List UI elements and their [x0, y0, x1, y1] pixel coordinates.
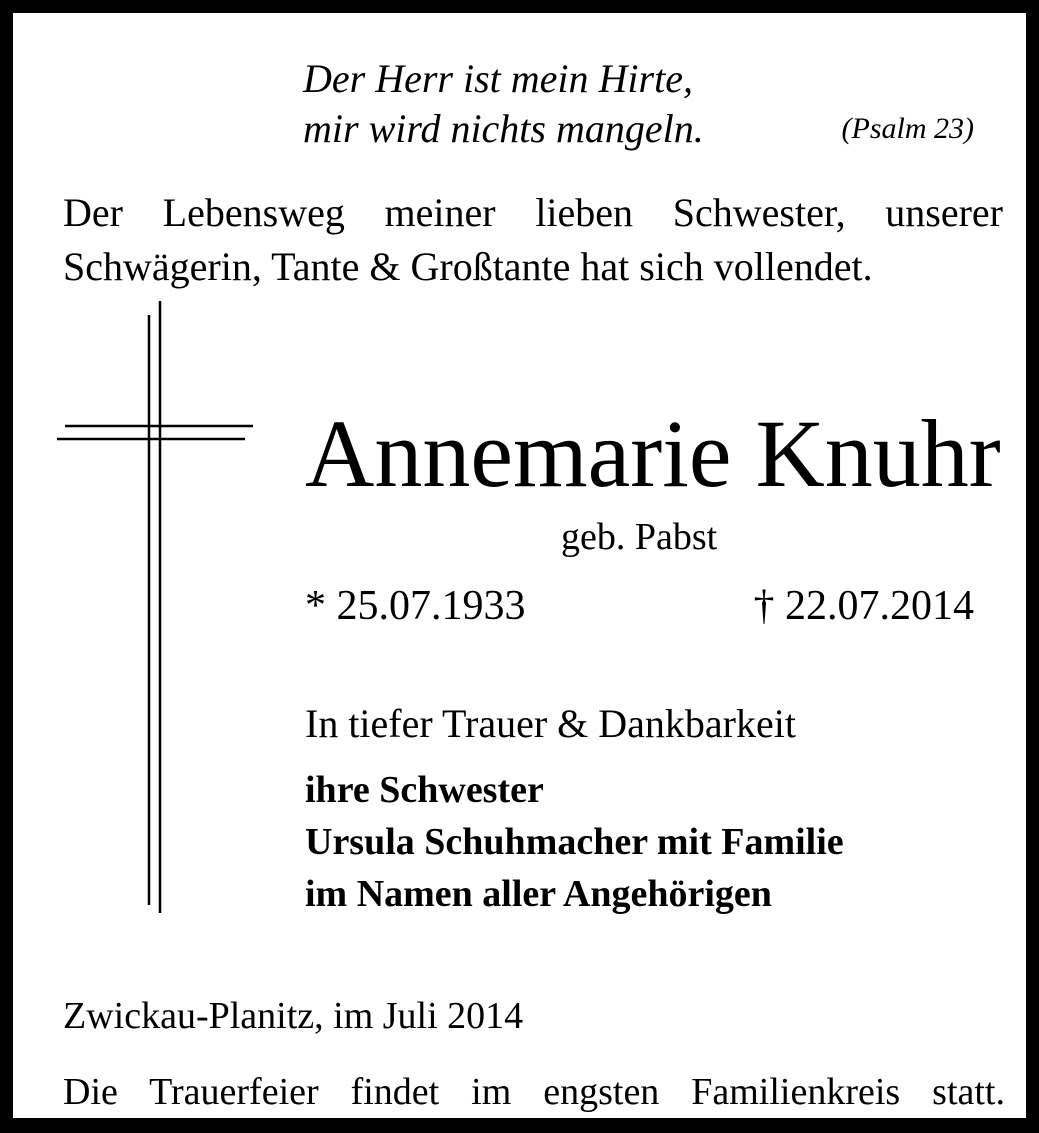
intro-text-line-1: Der Lebensweg meiner lieben Schwester, unserer [63, 190, 1003, 235]
psalm-verse-line-1: Der Herr ist mein Hirte, [303, 56, 693, 101]
mourner-line: Ursula Schuhmacher mit Familie [305, 821, 844, 863]
funeral-note: Die Trauerfeier findet im engsten Familienkreis statt. [63, 1071, 1005, 1113]
psalm-reference: (Psalm 23) [841, 112, 974, 145]
intro-text-line-2: Schwägerin, Tante & Großtante hat sich vollendet. [63, 244, 873, 289]
mourning-phrase: In tiefer Trauer & Dankbarkeit [305, 701, 796, 746]
birth-date: * 25.07.1933 [305, 583, 526, 629]
cross-icon [53, 301, 259, 917]
maiden-name: geb. Pabst [561, 516, 718, 558]
death-date: † 22.07.2014 [753, 583, 974, 629]
place-and-date: Zwickau-Planitz, im Juli 2014 [63, 995, 524, 1037]
psalm-verse-line-2: mir wird nichts mangeln. [303, 106, 704, 151]
mourner-line: im Namen aller Angehörigen [305, 873, 772, 915]
deceased-name: Annemarie Knuhr [305, 400, 1001, 507]
mourner-line: ihre Schwester [305, 769, 544, 811]
